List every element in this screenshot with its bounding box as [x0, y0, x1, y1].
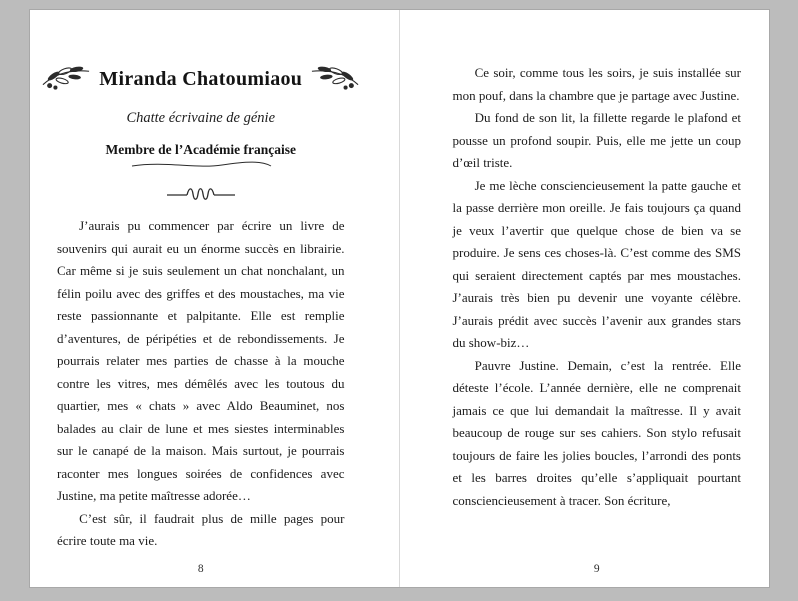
chapter-subtitle: Chatte écrivaine de génie: [126, 110, 276, 126]
squiggle-divider-icon: [57, 185, 345, 203]
laurel-branch-icon: [310, 62, 360, 97]
page-left-text: [57, 215, 345, 553]
page-right-column: [453, 10, 742, 512]
page-right: [400, 10, 770, 587]
flourish-swash-icon: [57, 159, 345, 171]
title-row: [57, 62, 345, 97]
paragraph: Du fond de son lit, la fillette regarde le plafond et pousse un profond soupir. Puis, elle me jette un coup d’œil triste.: [452, 110, 741, 170]
paragraph: J’aurais pu commencer par écrire un livre de souvenirs qui aurait eu un énorme succès en librairie. Car même si je suis seulement un chat nonchalant, un félin poilu avec des griffes et des moustaches, ma vie reste passionnante et palpitante. Elle est remplie d’aventures, de péripéties et de rebondissements. Je pourrais relater mes parties de chasse à la mouche contre les vitres, mes démêlés avec les toutous du quartier, mes « chats » avec Aldo Beauminet, nos balades au clair de lune et mes siestes interminables sur le canapé de la maison. Mais surtout, je pourrais raconter mes longues soirées de confidences avec Justine, ma petite maîtresse adorée…: [57, 218, 345, 503]
chapter-membership: Membre de l’Académie française: [105, 142, 297, 157]
paragraph: Ce soir, comme tous les soirs, je suis installée sur mon pouf, dans la chambre que je partage avec Justine.: [452, 65, 741, 103]
page-number-left: 8: [197, 563, 204, 575]
paragraph: Pauvre Justine. Demain, c’est la rentrée. Elle déteste l’école. L’année dernière, elle ne comprenait jamais ce que lui demandait la maîtresse. Il y avait beaucoup de rouge sur ses cahiers. Son stylo refusait toujours de faire les jolies boucles, l’arrondi des ponts et les barres droites qu’elle s’appliquait pourtant consciencieusement à tracer. Son écriture,: [452, 357, 741, 508]
page-number-right: 9: [593, 563, 600, 575]
paragraph: C’est sûr, il faudrait plus de mille pages pour écrire toute ma vie.: [57, 510, 345, 548]
page-right-text: [453, 10, 742, 512]
book-spread: [30, 10, 769, 587]
page-left: [30, 10, 400, 587]
paragraph: Je me lèche consciencieusement la patte gauche et la passe derrière mon oreille. Je fais toujours ça quand je veux l’avertir que quelque chose de bien va se produire. Je sens ces choses-là. C’est comme des SMS qui seraient directement captés par mes moustaches. J’aurais très bien pu devenir une voyante célèbre. J’aurais prédit avec succès l’avenir aux grandes stars du show-biz…: [452, 177, 741, 350]
laurel-branch-icon: [41, 62, 91, 97]
page-left-column: [57, 10, 345, 553]
chapter-title: Miranda Chatoumiaou: [99, 68, 303, 90]
chapter-header: [57, 10, 345, 203]
